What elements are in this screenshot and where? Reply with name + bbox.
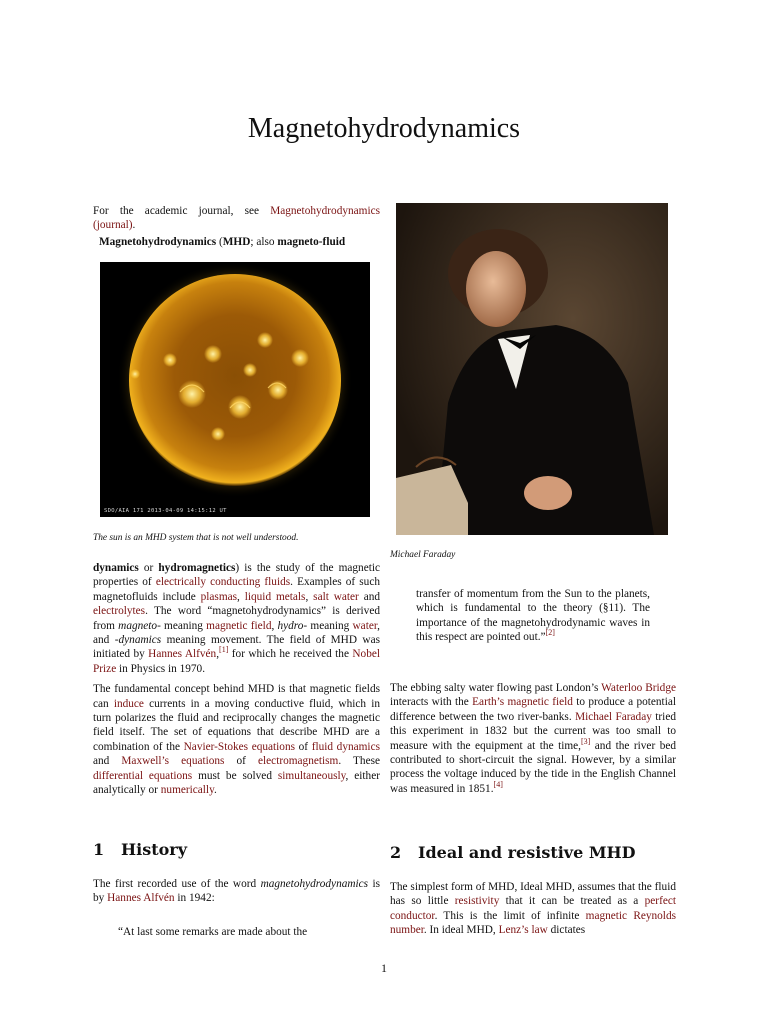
link-induce[interactable]: induce [113,697,144,710]
link-resistivity[interactable]: resistivity [454,895,500,908]
link-liquid-metals[interactable]: liquid metals [244,590,306,603]
ref-2[interactable]: [2] [545,628,555,638]
faraday-portrait [396,203,668,535]
history-paragraph: The first recorded use of the word magnetohydrodynamics is by Hannes Alfvén in 1942: [93,878,381,905]
link-salt-water[interactable]: salt water [313,590,359,603]
link-earths-magnetic-field[interactable]: Earth’s magnetic field [472,696,573,709]
link-maxwells-equations[interactable]: Maxwell’s equations [121,755,225,768]
page-number: 1 [381,961,387,975]
sun-image [100,262,370,517]
link-electrolytes[interactable]: electrolytes [93,605,146,618]
link-numerically[interactable]: numerically [160,784,214,797]
link-perfect-conductor[interactable]: perfect conductor [390,895,676,922]
link-hannes-alfven-history[interactable]: Hannes Alfvén [107,892,175,905]
section-2-heading: 2 Ideal and resistive MHD [390,843,636,862]
link-electromagnetism[interactable]: electromagnetism [258,755,339,768]
portrait-caption: Michael Faraday [390,550,456,560]
link-magnetic-field[interactable]: magnetic field [206,619,272,632]
link-magnetic-reynolds-number[interactable]: magnetic Reynolds number [390,909,676,937]
link-lenzs-law[interactable]: Lenz’s law [498,924,548,937]
ideal-mhd-paragraph: The simplest form of MHD, Ideal MHD, assumes that the fluid has so little resistivity that it can be treated as a perfect conductor. This is the limit of infinite magnetic Reynolds number. In ideal MHD, Lenz’s law dictates [390,881,676,937]
link-plasmas[interactable]: plasmas [200,590,238,603]
link-michael-faraday[interactable]: Michael Faraday [575,710,652,723]
link-simultaneously[interactable]: simultaneously [277,769,346,782]
link-waterloo-bridge[interactable]: Waterloo Bridge [601,682,676,694]
hatnote: For the academic journal, see Magnetohydrodynamics (journal). [93,205,380,232]
waterloo-paragraph: The ebbing salty water flowing past London’s Waterloo Bridge interacts with the Earth’s magnetic field to produce a potential difference between the two river-banks. Michael Faraday tried this experiment in 1832 but the current was too small to measure with the equipment at the time,[3] and the river bed contributed to short-circuit the signal. However, by a similar process the voltage induced by the tide in the English Channel was measured in 1851.[4] [390,682,677,795]
link-differential-equations[interactable]: differential equations [93,769,193,782]
link-hannes-alfven[interactable]: Hannes Alfvén [148,648,217,661]
ref-3[interactable]: [3] [580,736,591,746]
intro-start: Magnetohydrodynamics (MHD; also magneto-fluid [99,236,346,248]
alfven-quote-continued: transfer of momentum from the Sun to the planets, which is fundamental to the theory (§11). The importance of the magnetohydrodynamic waves in this respect are pointed out.”[2] [416,588,650,644]
image-timestamp: SDO/AIA 171 2013-04-09 14:15:12 UT [104,508,227,514]
link-electrically-conducting-fluids[interactable]: electrically conducting fluids [155,576,291,589]
sun-caption: The sun is an MHD system that is not well understood. [93,533,299,543]
link-fluid-dynamics[interactable]: fluid dynamics [311,740,380,753]
intro-paragraph: dynamics or hydromagnetics) is the study of the magnetic properties of electrically conducting fluids. Examples of such magnetofluids include plasmas, liquid metals, salt water and electrolytes. The word “magnetohydrodynamics” is derived from magneto- meaning magnetic field, hydro- meaning water, and -dynamics meaning movement. The field of MHD was initiated by Hannes Alfvén,[1] for which he received the Nobel Prize in Physics in 1970. The fundamental concept behind MHD is that magnetic fields can induce currents in a moving conductive fluid, which in turn polarizes the fluid and reciprocally changes the magnetic field itself. The set of equations that describe MHD are a combination of the Navier-Stokes equations of fluid dynamics and Maxwell’s equations of electromagnetism. These differential equations must be solved simultaneously, either analytically or numerically. [93,562,381,797]
ref-4[interactable]: [4] [493,780,503,790]
link-navier-stokes[interactable]: Navier-Stokes equations [183,740,295,753]
link-water[interactable]: water [352,619,378,632]
portrait-graphic [396,203,668,535]
page-title: Magnetohydrodynamics [247,113,521,144]
sun-graphic [100,262,370,517]
link-nobel-prize[interactable]: Nobel Prize [93,648,380,675]
journal-link[interactable]: Magnetohydrodynamics (journal) [93,205,380,232]
mhd-concept-paragraph: The fundamental concept behind MHD is that magnetic fields can induce currents in a moving conductive fluid, which in turn polarizes the fluid and reciprocally changes the magnetic field itself. The set of equations that describe MHD are a combination of the Navier-Stokes equations of fluid dynamics and Maxwell’s equations of electromagnetism. These differential equations must be solved simultaneously, either analytically or numerically. [93,683,380,797]
section-1-heading: 1 History [93,840,187,859]
alfven-quote-start: “At last some remarks are made about the [118,926,308,938]
ref-1[interactable]: [1] [219,645,229,655]
